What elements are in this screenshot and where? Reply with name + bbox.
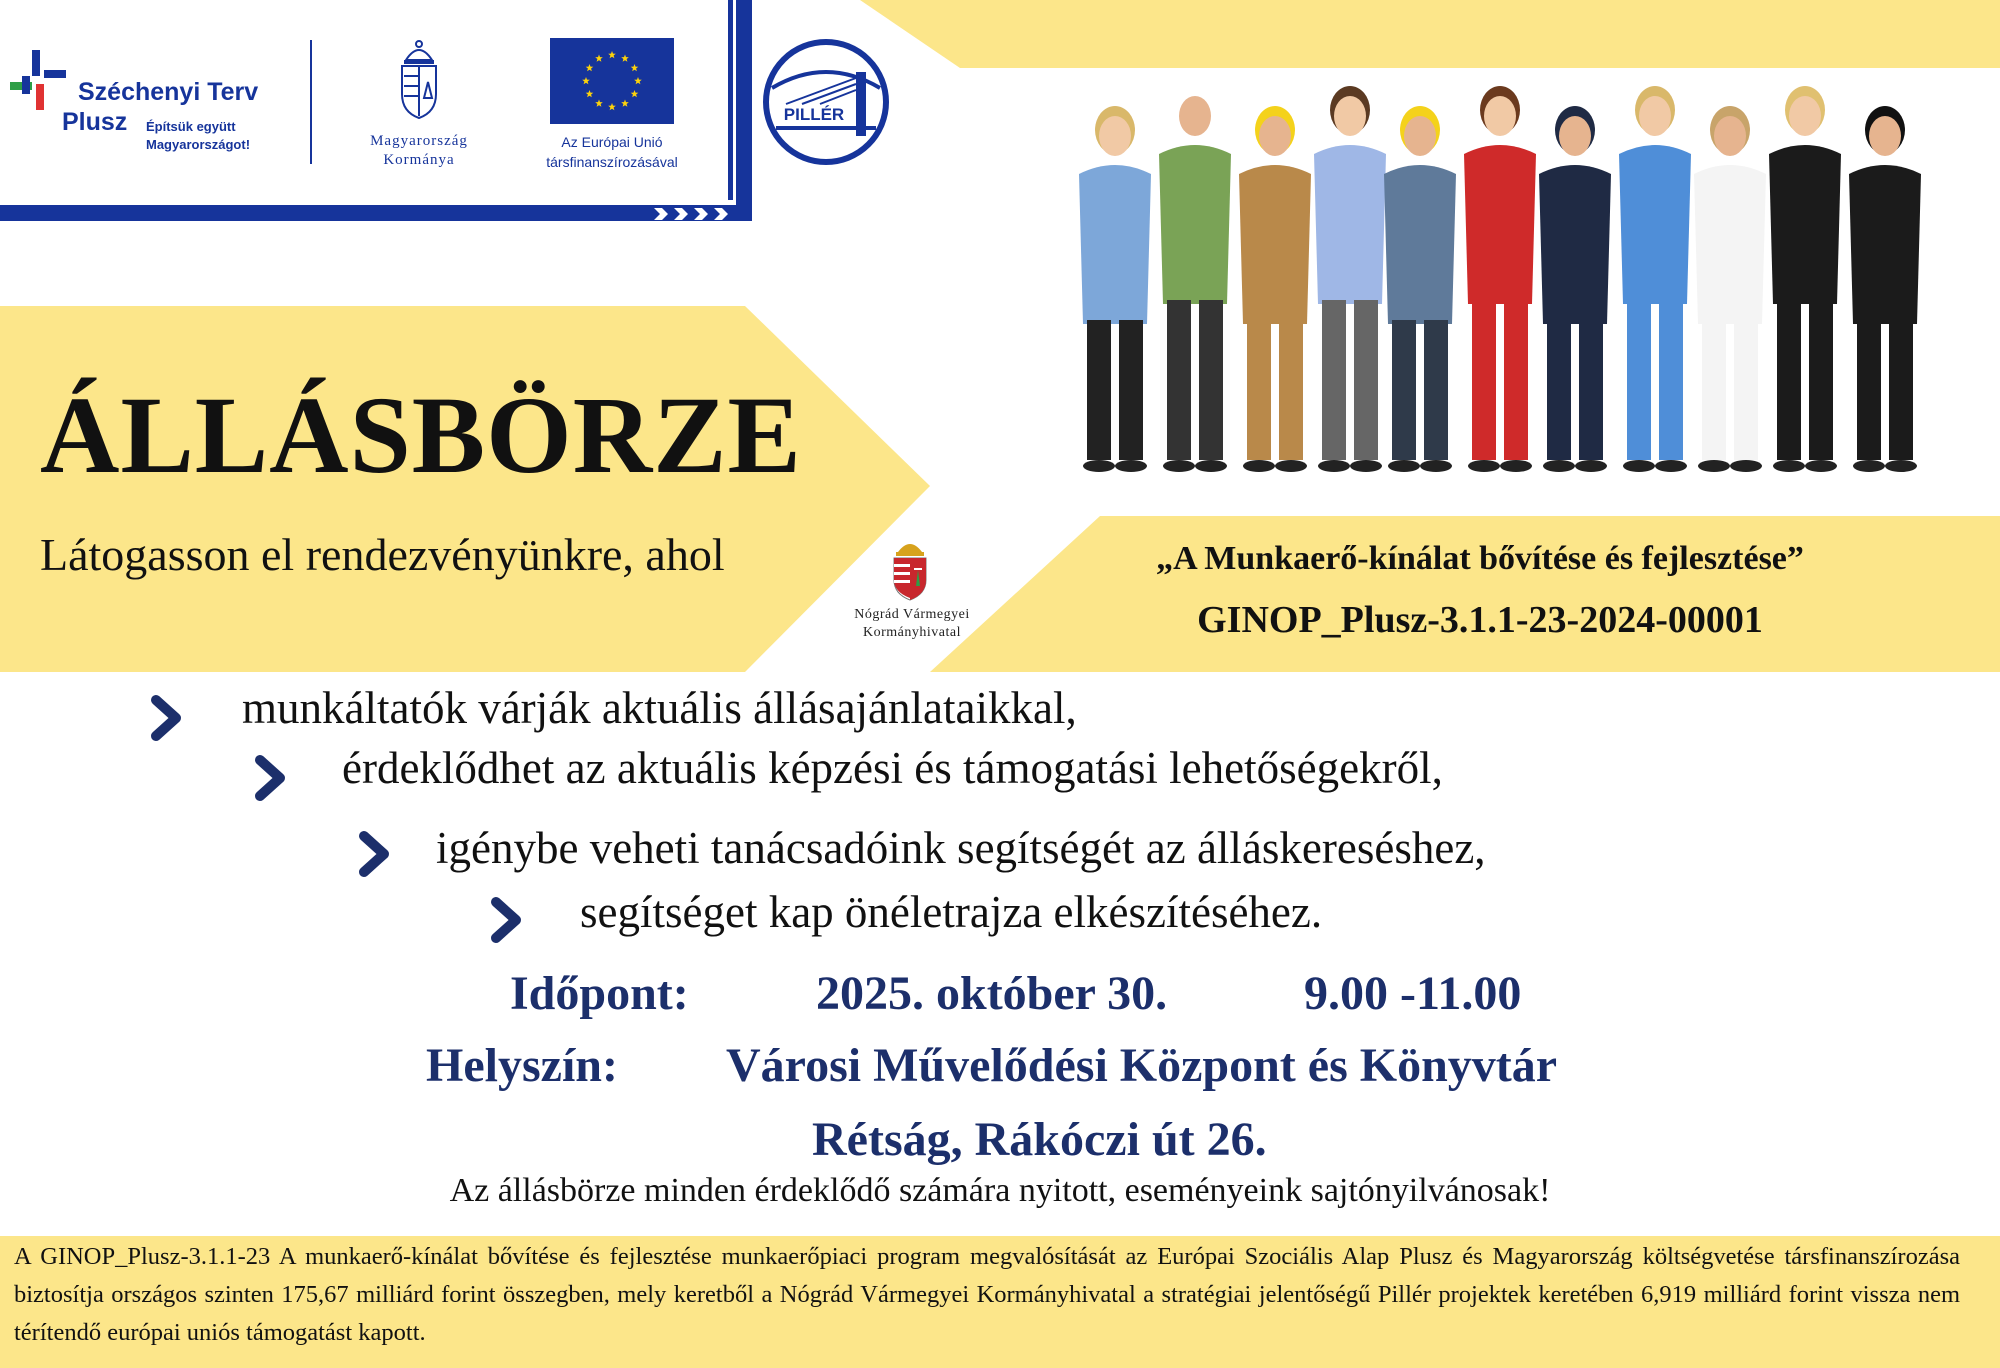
szechenyi-cross-icon xyxy=(6,48,66,112)
eu-label xyxy=(524,132,700,172)
szechenyi-plus: Plusz xyxy=(62,108,128,136)
strip-chevrons-icon xyxy=(652,206,734,222)
chevron-right-icon xyxy=(252,754,290,802)
szechenyi-slogan-line1: Építsük együtt xyxy=(146,119,236,134)
eu-line2: társfinanszírozásával xyxy=(546,154,678,170)
project-title: „A Munkaerő-kínálat bővítése és fejlesztése” xyxy=(1156,540,1804,577)
workers-group-illustration xyxy=(1075,74,1975,514)
page-subtitle: Látogasson el rendezvényünkre, ahol xyxy=(40,529,725,580)
worker-figure xyxy=(1769,86,1841,472)
worker-figure xyxy=(1239,106,1311,472)
logo-strip-border-bottom xyxy=(0,205,752,221)
nograd-label xyxy=(824,606,1000,642)
nograd-crest-icon xyxy=(890,536,930,602)
government-line1: Magyarország xyxy=(370,133,468,149)
worker-figure xyxy=(1539,106,1611,472)
government-label xyxy=(348,132,490,170)
chevron-right-icon xyxy=(148,694,186,742)
nograd-line2: Kormányhivatal xyxy=(863,625,961,640)
event-address: Rétság, Rákóczi út 26. xyxy=(812,1113,1267,1166)
top-yellow-band xyxy=(860,0,2000,68)
event-place-label: Helyszín: xyxy=(426,1039,618,1092)
logo-divider xyxy=(310,40,312,164)
worker-figure xyxy=(1314,86,1386,472)
szechenyi-slogan-line2: Magyarországot! xyxy=(146,137,251,152)
szechenyi-title: Széchenyi Terv xyxy=(78,78,259,106)
bullet-item: igénybe veheti tanácsadóink segítségét az álláskereséshez, xyxy=(436,823,1486,873)
logo-strip-border-right xyxy=(736,0,752,221)
government-line2: Kormánya xyxy=(383,152,455,168)
chevron-right-icon xyxy=(488,896,526,944)
event-time-label: Időpont: xyxy=(510,967,689,1020)
piller-label: PILLÉR xyxy=(783,105,845,124)
worker-figure xyxy=(1384,106,1456,472)
public-notice: Az állásbörze minden érdeklődő számára nyitott, eseményeink sajtónyilvánosak! xyxy=(449,1172,1551,1209)
bullet-item: segítséget kap önéletrajza elkészítéséhez. xyxy=(580,887,1323,937)
piller-bridge-icon xyxy=(762,38,890,166)
event-hours: 9.00 -11.00 xyxy=(1304,967,1522,1020)
worker-figure xyxy=(1694,106,1766,472)
worker-figure xyxy=(1619,86,1691,472)
eu-line1: Az Európai Unió xyxy=(561,134,663,150)
worker-figure xyxy=(1849,106,1921,472)
szechenyi-slogan xyxy=(146,118,250,154)
bullet-item: munkáltatók várják aktuális állásajánlataikkal, xyxy=(242,683,1077,733)
bullet-item: érdeklődhet az aktuális képzési és támogatási lehetőségekről, xyxy=(342,743,1443,793)
logo-strip-border-inner xyxy=(728,0,733,200)
worker-figure xyxy=(1159,86,1231,472)
event-venue: Városi Művelődési Központ és Könyvtár xyxy=(726,1039,1558,1092)
worker-figure xyxy=(1079,106,1151,472)
hungarian-crest-icon xyxy=(396,38,442,120)
chevron-right-icon xyxy=(356,830,394,878)
footer-funding-text: A GINOP_Plusz-3.1.1-23 A munkaerő-kínálat bővítése és fejlesztése munkaerőpiaci program megvalósítását az Európai Szociális Alap Plusz és Magyarország költségvetése társfinanszírozása biztosítja országos szinten 175,67 milliárd forint összegben, mely keretből a Nógrád Vármegyei Kormányhivatal a stratégiai jelentőségű Pillér projektek keretében 6,919 milliárd forint vissza nem térítendő európai uniós támogatást kapott. xyxy=(14,1243,1960,1346)
event-date: 2025. október 30. xyxy=(816,967,1168,1020)
worker-figure xyxy=(1464,86,1536,472)
project-code: GINOP_Plusz-3.1.1-23-2024-00001 xyxy=(1197,599,1763,641)
eu-flag-icon xyxy=(550,38,674,124)
nograd-line1: Nógrád Vármegyei xyxy=(854,607,970,622)
page-title: ÁLLÁSBÖRZE xyxy=(40,374,802,496)
